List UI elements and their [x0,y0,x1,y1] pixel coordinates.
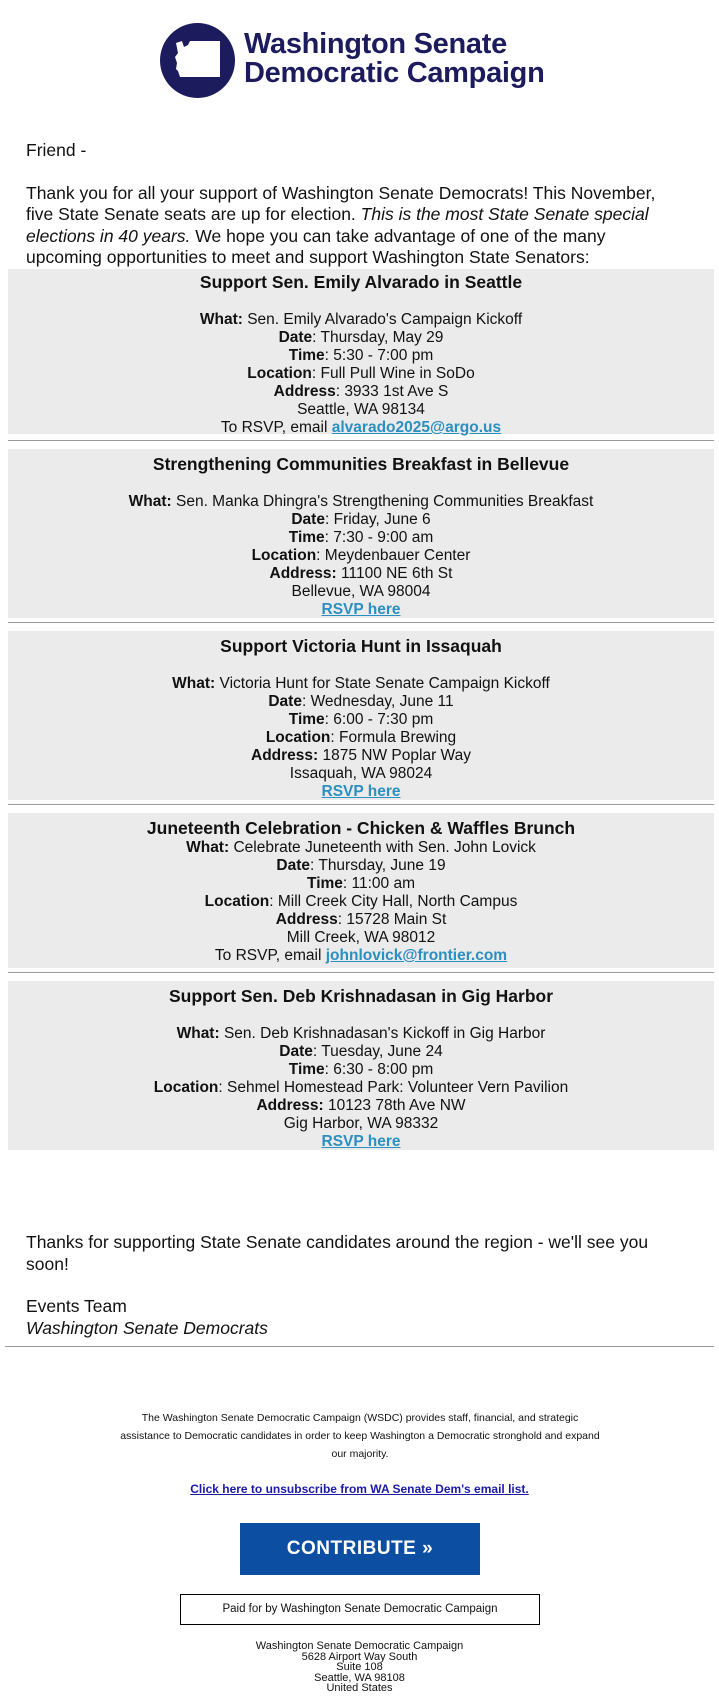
event-title: Strengthening Communities Breakfast in Bellevue [152,454,570,474]
event-address: Address: 1875 NW Poplar Way [251,747,471,764]
event-rsvp: To RSVP, email alvarado2025@argo.us [220,419,502,436]
event-card [8,449,714,618]
divider [8,972,714,973]
event-rsvp [8,783,714,801]
event-date: Date: Tuesday, June 24 [279,1043,443,1060]
paid-for-disclaimer: Paid for by Washington Senate Democratic Campaign [180,1594,540,1625]
intro-body-part1: Thank you for all your support of Washington Senate Democrats! This November, five State Senate seats are up for election. [26,182,656,224]
address-line: Seattle, WA 98108 [314,1671,405,1684]
signature: Washington Senate Democrats [26,1317,268,1338]
header [0,0,719,115]
event-date: Date: Thursday, May 29 [278,329,444,346]
event-time: Time: 5:30 - 7:00 pm [288,347,434,364]
event-card [8,813,714,968]
greeting: Friend - [26,140,87,160]
event-location: Location: Full Pull Wine in SoDo [247,365,475,382]
event-city: Mill Creek, WA 98012 [286,929,436,946]
event-time: Time: 6:30 - 8:00 pm [288,1061,434,1078]
event-rsvp [8,601,714,619]
event-title: Support Sen. Emily Alvarado in Seattle [199,272,523,292]
rsvp-email-link[interactable]: alvarado2025@argo.us [331,419,502,436]
address-line: Suite 108 [336,1661,383,1673]
outro [26,1232,686,1339]
event-time: Time: 6:00 - 7:30 pm [288,711,434,728]
rsvp-link[interactable]: RSVP here [321,601,401,618]
event-location: Location: Mill Creek City Hall, North Campus [204,893,518,910]
event-title: Support Victoria Hunt in Issaquah [220,636,502,656]
contribute-button[interactable]: CONTRIBUTE » [240,1523,480,1575]
org-name-line1: Washington Senate [244,28,507,60]
event-city: Issaquah, WA 98024 [289,765,433,782]
address-line: 5628 Airport Way South [301,1650,418,1663]
event-date: Date: Wednesday, June 11 [268,693,454,710]
intro-body-italic: This is the most State Senate special elections in 40 years. [26,204,649,246]
event-address: Address: 11100 NE 6th St [269,565,453,582]
mailing-address [0,1641,719,1694]
intro [26,140,686,269]
event-title: Support Sen. Deb Krishnadasan in Gig Harbor [168,986,554,1006]
event-what: What: Sen. Emily Alvarado's Campaign Kickoff [199,311,523,328]
event-city: Bellevue, WA 98004 [291,583,431,600]
event-location: Location: Meydenbauer Center [251,547,471,564]
intro-body [26,183,686,269]
thanks-text: Thanks for supporting State Senate candidates around the region - we'll see you soon! [26,1232,649,1274]
event-time: Time: 11:00 am [307,875,415,892]
event-rsvp: To RSVP, email johnlovick@frontier.com [214,947,508,964]
event-card [8,631,714,800]
event-what: What: Sen. Manka Dhingra's Strengthening Communities Breakfast [128,493,594,510]
event-what: What: Victoria Hunt for State Senate Campaign Kickoff [172,675,550,692]
event-address: Address: 15728 Main St [275,911,447,928]
org-name [244,30,545,88]
unsubscribe [0,1482,719,1496]
divider [8,440,714,441]
event-title: Juneteenth Celebration - Chicken & Waffles Brunch [146,818,576,838]
event-address: Address: 3933 1st Ave S [273,383,449,400]
event-date: Date: Friday, June 6 [291,511,431,528]
event-time: Time: 7:30 - 9:00 am [288,529,434,546]
washington-state-icon [174,39,222,79]
logo[interactable] [160,23,235,98]
org-name-line2: Democratic Campaign [244,57,545,89]
event-what: What: Sen. Deb Krishnadasan's Kickoff in Gig Harbor [176,1025,546,1042]
event-card [8,981,714,1150]
rsvp-link[interactable]: RSVP here [321,783,401,800]
footer-divider [5,1346,714,1347]
rsvp-link[interactable]: RSVP here [321,1133,401,1150]
address-line: Washington Senate Democratic Campaign [255,1640,464,1652]
address-line: United States [326,1682,393,1694]
event-location: Location: Sehmel Homestead Park: Volunteer Vern Pavilion [153,1079,569,1096]
event-address: Address: 10123 78th Ave NW [256,1097,466,1114]
event-rsvp [8,1133,714,1151]
event-date: Date: Thursday, June 19 [276,857,446,874]
event-what: What: Celebrate Juneteenth with Sen. John Lovick [186,839,536,856]
event-location: Location: Formula Brewing [265,729,457,746]
event-city: Gig Harbor, WA 98332 [283,1115,439,1132]
event-card [8,269,714,434]
rsvp-email-link[interactable]: johnlovick@frontier.com [325,947,508,964]
divider [8,622,714,623]
mission-statement: The Washington Senate Democratic Campaign (WSDC) provides staff, financial, and strategic assistance to Democratic candidates in order to keep Washington a Democratic stronghold and expand our majority. [120,1412,600,1460]
signoff: Events Team [26,1296,127,1316]
intro-body-part2: We hope you can take advantage of one of the many upcoming opportunities to meet and support Washington State Senators: [26,225,606,267]
event-city: Seattle, WA 98134 [297,401,425,418]
unsubscribe-link[interactable]: Click here to unsubscribe from WA Senate Dem's email list. [190,1482,529,1496]
divider [8,804,714,805]
